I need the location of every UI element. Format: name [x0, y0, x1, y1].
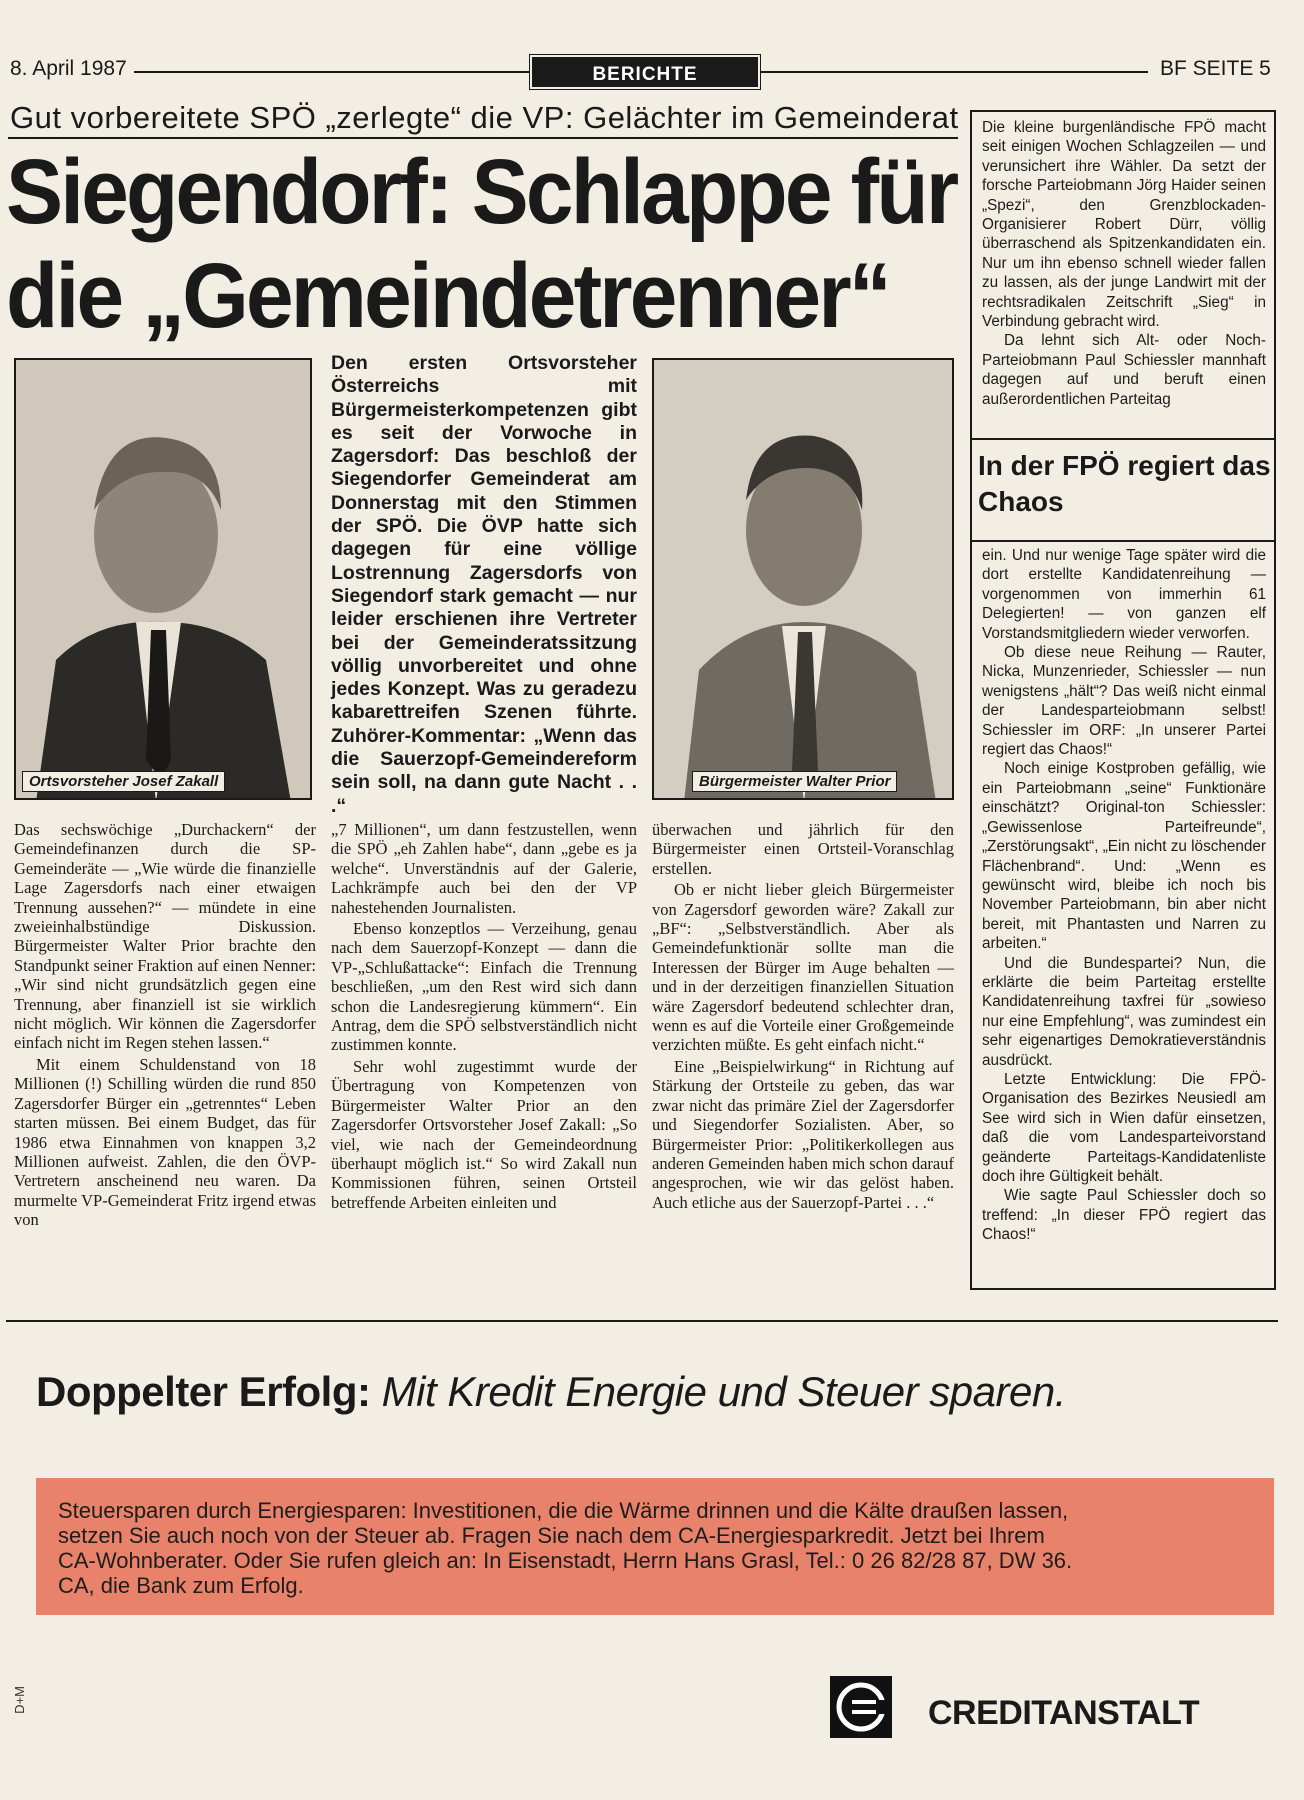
paragraph: ein. Und nur wenige Tage später wird die dort erstellte Kandidatenreihung — vorgenommen von immerhin 61 Delegierten! — von ganzen elf Vorstandsmitgliedern wieder verworfen. — [982, 547, 1266, 642]
agency-mark: D+M — [12, 1686, 27, 1714]
article-column-2 — [331, 820, 637, 1214]
article-column-1 — [14, 820, 316, 1232]
ad-copy-line: CA, die Bank zum Erfolg. — [58, 1573, 304, 1598]
paragraph: Ebenso konzeptlos — Verzeihung, genau nach dem Sauerzopf-Konzept — dann die VP-„Schlußattacke“: Einfach die Trennung beschließen, „um den Rest wird sich dann schon die Landesregierung kümmern“. Ein Antrag, dem die SPÖ selbstverständlich nicht zustimmen konnte. — [331, 919, 637, 1055]
ad-copy-line: setzen Sie auch noch von der Steuer ab. Fragen Sie nach dem CA-Energiesparkredit. Jetzt bei Ihrem — [58, 1523, 1045, 1548]
paragraph: Ob er nicht lieber gleich Bürgermeister von Zagersdorf geworden wäre? Zakall zur „BF“: „Selbstverständlich. Aber als Gemeindefunktionär sollte man die Interessen der Bürger im Auge behalten — und in der derzeitigen finanziellen Situation wäre Zagersdorf bedeutend schlechter dran, wenn es auf die Vorteile einer Großgemeinde verzichten müßte. Es geht einfach nicht.“ — [652, 880, 954, 1055]
sidebar-heading: In der FPÖ regiert das Chaos — [978, 450, 1271, 517]
issue-date: 8. April 1987 — [10, 57, 127, 80]
paragraph: Da lehnt sich Alt- oder Noch-Parteiobmann Paul Schiessler mannhaft dagegen auf und beruft einen außerordentlichen Parteitag — [982, 332, 1266, 408]
paragraph: Mit einem Schuldenstand von 18 Millionen (!) Schilling würden die rund 850 Zagersdorfer Bürger ein „getrenntes“ Leben starten müssen. Bei einem Budget, das für 1986 etwa Einnahmen von knappen 3,2 Millionen aufweist. Zahlen, die den ÖVP-Vertretern anscheinend neu waren. Da murmelte VP-Gemeinderat Fritz irgend etwas von — [14, 1054, 316, 1230]
sidebar-bottom-text — [982, 546, 1266, 1245]
ad-copy-line: Steuersparen durch Energiesparen: Investitionen, die die Wärme drinnen und die Kälte draußen lassen, — [58, 1498, 1069, 1523]
portrait-illustration — [16, 360, 312, 800]
ad-copy-line: CA-Wohnberater. Oder Sie rufen gleich an: In Eisenstadt, Herrn Hans Grasl, Tel.: 0 26 82/28 87, DW 36. — [58, 1548, 1073, 1573]
paragraph: überwachen und jährlich für den Bürgermeister einen Ortsteil-Voranschlag erstellen. — [652, 820, 954, 878]
ad-headline-bold: Doppelter Erfolg: — [36, 1368, 371, 1415]
headline-line-2: die „Gemeindetrenner“ — [6, 245, 889, 347]
portrait-illustration — [654, 360, 954, 800]
paragraph: Das sechswöchige „Durchackern“ der Gemeindefinanzen durch die SP-Gemeinderäte — „Wie würde die finanzielle Lage Zagersdorfs nach einer etwaigen Trennung aussehen?“ — mündete in eine zweieinhalbstündige Diskussion. Bürgermeister Walter Prior brachte den Standpunkt seiner Fraktion auf einen Nenner: „Wir sind nicht grundsätzlich gegen eine Trennung, aber finanziell ist sie wirklich nicht möglich. Wir können die Zagersdorfer einfach nicht im Regen stehen lassen.“ — [14, 820, 316, 1053]
paragraph: Die kleine burgenländische FPÖ macht seit einigen Wochen Schlagzeilen — und verunsichert ihre Wähler. Da setzt der forsche Parteiobmann Jörg Haider seinen „Spezi“, den Grenzblockaden-Organisierer Robert Dürr, völlig überraschend als Spitzenkandidaten ein. Nur um ihn ebenso schnell wieder fallen zu lassen, als der junge Landwirt mit der rechtsradikalen Zeitschrift „Sieg“ in Verbindung gebracht wird. — [982, 119, 1266, 331]
article-column-3 — [652, 820, 954, 1214]
photo-walter-prior — [652, 358, 954, 800]
paragraph: Eine „Beispielwirkung“ in Richtung auf Stärkung der Ortsteile zu geben, das war zwar nicht das primäre Ziel der Zagersdorfer und Siegendorfer Sozialisten. Aber, so Bürgermeister Prior: „Politikerkollegen aus anderen Gemeinden haben mich schon darauf angesprochen, wie wir das gelöst haben. Auch etliche aus der Sauerzopf-Partei . . .“ — [652, 1056, 954, 1212]
brand-name: CREDITANSTALT — [928, 1694, 1200, 1732]
ad-copy-box — [36, 1478, 1274, 1615]
paragraph: Letzte Entwicklung: Die FPÖ-Organisation des Bezirkes Neusiedl am See wird sich in Wien dafür einsetzen, daß die vom Landesparteivorstand geänderte Parteitags-Kandidatenliste doch ihre Gültigkeit behält. — [982, 1070, 1266, 1185]
photo-caption: Ortsvorsteher Josef Zakall — [22, 771, 225, 792]
creditanstalt-logo-icon — [830, 1676, 892, 1738]
photo-josef-zakall — [14, 358, 312, 800]
ad-headline-italic: Mit Kredit Energie und Steuer sparen. — [370, 1368, 1066, 1415]
paragraph: Wie sagte Paul Schiessler doch so treffend: „In dieser FPÖ regiert das Chaos!“ — [982, 1187, 1266, 1244]
paragraph: Sehr wohl zugestimmt wurde der Übertragung von Kompetenzen von Bürgermeister Walter Prior an den Zagersdorfer Ortsvorsteher Josef Zakall: „So viel, wie nach der Gemeindeordnung überhaupt möglich ist.“ So wird Zakall nun Kommissionen führen, seinen Ortsteil betreffende Arbeiten einleiten und — [331, 1056, 637, 1212]
paragraph: Noch einige Kostproben gefällig, wie ein Parteiobmann „seine“ Funktionäre einschätzt? Original-ton Schiessler: „Gewissenlose Parteifreunde“, „Zerstörungsakt“, „Ein nicht zu löschender Flächenbrand“. Und: „Wenn es gewünscht wird, bleibe ich noch bis November Parteiobmann, bin aber nicht bereit, mit Phantasten und Narren zu arbeiten.“ — [982, 760, 1266, 953]
paragraph: Ob diese neue Reihung — Rauter, Nicka, Munzenrieder, Schiessler — nun wenigstens „hält“? Das weiß nicht einmal der Landesparteiobmann selbst! Schiessler im ORF: „In unserer Partei regiert das Chaos!“ — [982, 644, 1266, 759]
ad-headline — [36, 1368, 1276, 1416]
article-lead: Den ersten Ortsvorsteher Österreichs mit Bürgermeisterkompetenzen gibt es seit der Vorwoche in Zagersdorf: Das beschloß der Siegendorfer Gemeinderat am Donnerstag mit den Stimmen der SPÖ. Die ÖVP hatte sich dagegen für eine völlige Lostrennung Zagersdorfs von Siegendorf stark gemacht — nur leider erschienen ihre Vertreter bei der Gemeinderatssitzung völlig unvorbereitet und ohne jedes Konzept. Was zu geradezu kabarettreifen Szenen führte. Zuhörer-Kommentar: „Wenn das die Sauerzopf-Gemeindereform sein soll, na dann gute Nacht . . .“ — [331, 352, 637, 817]
paragraph: Und die Bundespartei? Nun, die erklärte die beim Parteitag erstellte Kandidatenreihung taxfrei für „sowieso nur eine Empfehlung“, was zumindest ein sehr eigenartiges Demokratieverständnis ausdrückt. — [982, 954, 1266, 1069]
article-kicker: Gut vorbereitete SPÖ „zerlegte“ die VP: Gelächter im Gemeinderat — [10, 100, 959, 135]
section-tag: BERICHTE — [532, 57, 758, 87]
photo-caption: Bürgermeister Walter Prior — [692, 771, 897, 792]
page-number: BF SEITE 5 — [1160, 57, 1271, 80]
paragraph: „7 Millionen“, um dann festzustellen, wenn die SPÖ „eh Zahlen habe“, dann „gebe es ja welche“. Unverständnis auf der Galerie, Lachkrämpfe auch bei den der VP nahestehenden Journalisten. — [331, 820, 637, 917]
sidebar-top-text — [982, 118, 1266, 409]
headline-line-1: Siegendorf: Schlappe für — [6, 141, 957, 243]
